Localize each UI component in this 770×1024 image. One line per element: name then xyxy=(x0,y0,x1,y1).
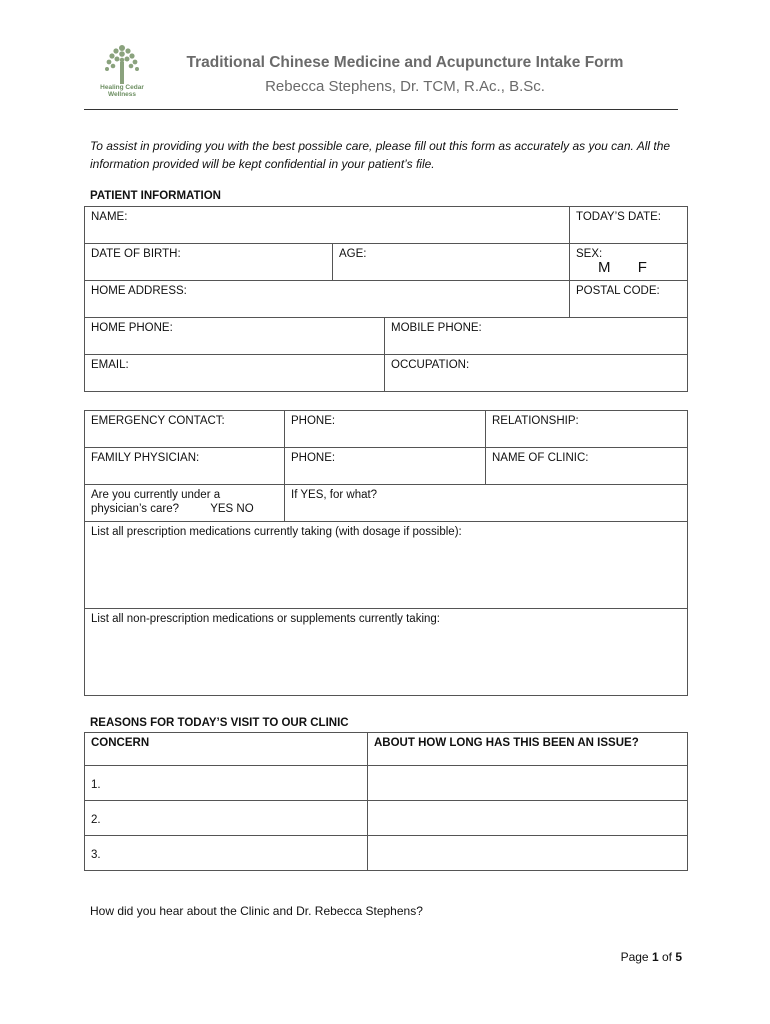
page-number: Page 1 of 5 xyxy=(620,950,682,964)
reasons-heading: REASONS FOR TODAY’S VISIT TO OUR CLINIC xyxy=(90,717,349,729)
home-phone-field[interactable]: HOME PHONE: xyxy=(85,318,385,355)
concern-row-2[interactable]: 2. xyxy=(85,801,368,836)
sex-field[interactable]: SEX: M F xyxy=(570,244,688,281)
prescription-medications-field[interactable]: List all prescription medications currently taking (with dosage if possible): xyxy=(85,522,688,609)
under-care-question[interactable]: Are you currently under a physician’s care? YES NO xyxy=(85,485,285,522)
header-divider xyxy=(84,109,678,110)
yes-no-options[interactable]: YES NO xyxy=(210,503,254,515)
todays-date-field[interactable]: TODAY’S DATE: xyxy=(570,207,688,244)
concern-row-1[interactable]: 1. xyxy=(85,766,368,801)
sex-option-f[interactable]: F xyxy=(637,259,647,276)
emergency-phone-field[interactable]: PHONE: xyxy=(285,411,486,448)
emergency-contact-field[interactable]: EMERGENCY CONTACT: xyxy=(85,411,285,448)
family-physician-field[interactable]: FAMILY PHYSICIAN: xyxy=(85,448,285,485)
duration-header: ABOUT HOW LONG HAS THIS BEEN AN ISSUE? xyxy=(368,733,688,766)
patient-info-heading: PATIENT INFORMATION xyxy=(90,190,221,202)
occupation-field[interactable]: OCCUPATION: xyxy=(385,355,688,392)
duration-row-1[interactable] xyxy=(368,766,688,801)
dob-field[interactable]: DATE OF BIRTH: xyxy=(85,244,333,281)
home-address-field[interactable]: HOME ADDRESS: xyxy=(85,281,570,318)
physician-phone-field[interactable]: PHONE: xyxy=(285,448,486,485)
concern-row-3[interactable]: 3. xyxy=(85,836,368,871)
patient-info-table xyxy=(84,206,688,392)
logo-text: Healing Cedar Wellness xyxy=(100,84,144,98)
intro-text: To assist in providing you with the best possible care, please fill out this form as accurately as you can. All the information provided will be kept confidential in your patient’s file. xyxy=(90,139,671,171)
email-field[interactable]: EMAIL: xyxy=(85,355,385,392)
postal-code-field[interactable]: POSTAL CODE: xyxy=(570,281,688,318)
non-prescription-medications-field[interactable]: List all non-prescription medications or supplements currently taking: xyxy=(85,609,688,696)
age-field[interactable]: AGE: xyxy=(333,244,570,281)
duration-row-2[interactable] xyxy=(368,801,688,836)
mobile-phone-field[interactable]: MOBILE PHONE: xyxy=(385,318,688,355)
referral-question: How did you hear about the Clinic and Dr. Rebecca Stephens? xyxy=(90,904,423,918)
form-subtitle: Rebecca Stephens, Dr. TCM, R.Ac., B.Sc. xyxy=(265,78,545,95)
if-yes-field[interactable]: If YES, for what? xyxy=(285,485,688,522)
relationship-field[interactable]: RELATIONSHIP: xyxy=(486,411,688,448)
reasons-table xyxy=(84,732,688,871)
name-field[interactable]: NAME: xyxy=(85,207,570,244)
concern-header: CONCERN xyxy=(85,733,368,766)
form-title: Traditional Chinese Medicine and Acupuncture Intake Form xyxy=(186,54,624,71)
clinic-name-field[interactable]: NAME OF CLINIC: xyxy=(486,448,688,485)
duration-row-3[interactable] xyxy=(368,836,688,871)
contacts-table xyxy=(84,410,688,696)
sex-option-m[interactable]: M xyxy=(598,259,611,276)
